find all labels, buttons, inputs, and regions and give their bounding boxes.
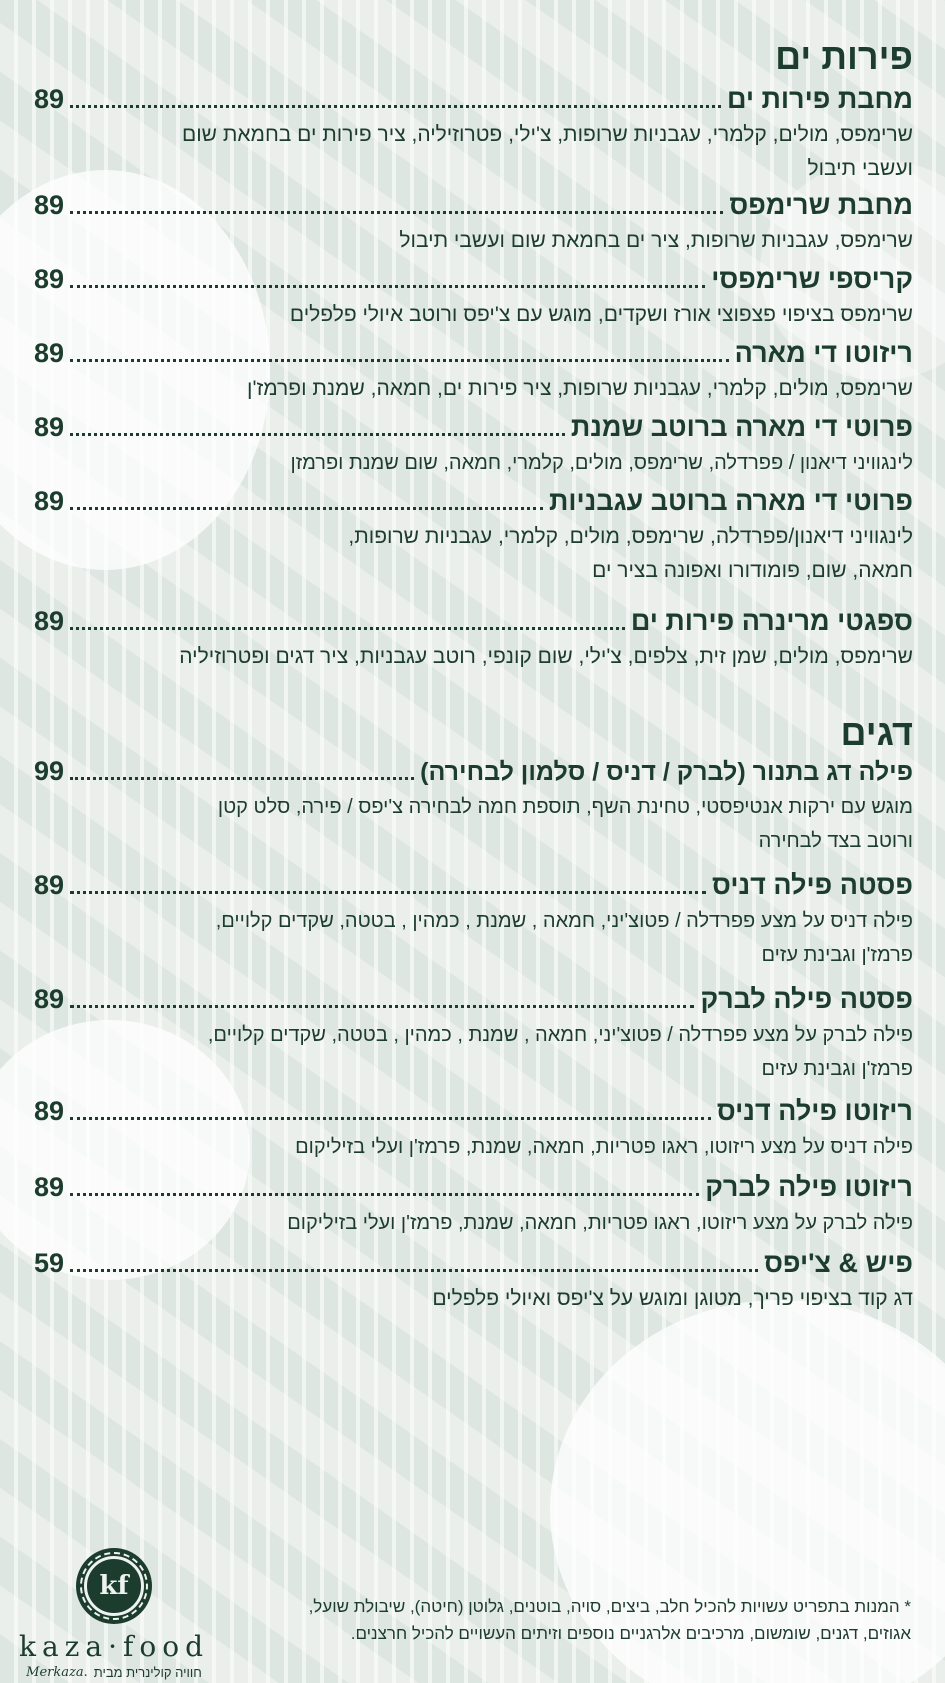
item-name: ריזוטו פילה דניס	[716, 1096, 913, 1126]
menu-item	[34, 1248, 913, 1316]
item-description: דג קוד בציפוי פריך, מטוגן ומוגש על צ'יפס ואיולי פלפלים	[432, 1287, 913, 1310]
item-price: 89	[34, 1096, 65, 1126]
section-title-fish: דגים	[840, 712, 913, 753]
item-description: מוגש עם ירקות אנטיפסטי, טחינת השף, תוספת חמה לבחירה צ'יפס / פירה, סלט קטן ורוטב בצד לבחירה	[217, 796, 913, 852]
item-price: 59	[34, 1248, 65, 1278]
item-name: פילה דג בתנור (לברק / דניס / סלמון לבחירה)	[420, 758, 913, 786]
brand-name: kaza·food	[18, 1630, 209, 1663]
item-name: פרוטי די מארה ברוטב עגבניות	[549, 486, 913, 516]
dot-leader	[70, 891, 706, 894]
dot-leader	[70, 627, 625, 630]
tagline-hebrew: חוויה קולינרית מבית	[93, 1665, 202, 1680]
dot-leader	[70, 285, 705, 288]
item-price: 99	[34, 756, 65, 786]
menu-item	[34, 84, 913, 186]
item-name: ריזוטו פילה לברק	[705, 1172, 913, 1202]
menu-item	[34, 486, 913, 588]
dot-leader	[70, 1117, 711, 1120]
item-price: 89	[34, 870, 65, 900]
menu-item	[34, 1096, 913, 1164]
item-price: 89	[34, 412, 65, 442]
item-description: פילה לברק על מצע ריזוטו, ראגו פטריות, חמאה, שמנת, פרמז'ן ועלי בזיליקום	[287, 1212, 913, 1234]
item-description: שרימפס בציפוי פצפוצי אורז ושקדים, מוגש עם צ'יפס ורוטב איולי פלפלים	[289, 303, 913, 326]
dot-leader	[70, 359, 729, 362]
item-price: 89	[34, 190, 65, 220]
item-price: 89	[34, 486, 65, 516]
dot-leader	[70, 105, 721, 108]
dot-leader	[70, 777, 414, 780]
item-description: שרימפס, מולים, שמן זית, צלפים, צ'ילי, שום קונפי, רוטב עגבניות, ציר דגים ופטרוזיליה	[179, 645, 913, 668]
dot-leader	[70, 433, 565, 436]
item-description: לינגוויני דיאנון/פפרדלה, שרימפס, מולים, קלמרי, עגבניות שרופות, חמאה, שום, פומודורו ואפונה בציר ים	[348, 525, 913, 582]
menu-item	[34, 606, 913, 674]
item-name: ספגטי מרינרה פירות ים	[630, 606, 913, 636]
item-name: ריזוטו די מארה	[734, 338, 913, 368]
item-name: פרוטי די מארה ברוטב שמנת	[570, 412, 913, 442]
dot-leader	[70, 1269, 758, 1272]
allergen-note-line: * המנות בתפריט עשויות להכיל חלב, ביצים, סויה, בוטנים, גלוטן (חיטה), שיבולת שועל,	[308, 1597, 911, 1616]
item-description: שרימפס, מולים, קלמרי, עגבניות שרופות, ציר פירות ים, חמאה, שמנת ופרמז'ן	[246, 377, 913, 400]
allergen-note-line: אגוזים, דגנים, שומשום, מרכיבים אלרגניים נוספים וזיתים העשויים להכיל חרצנים.	[350, 1624, 911, 1643]
item-name: מחבת פירות ים	[726, 84, 913, 114]
item-name: מחבת שרימפס	[729, 190, 913, 220]
item-description: פילה דניס על מצע פפרדלה / פטוצ'יני, חמאה , שמנת , כמהין , בטטה, שקדים קלויים, פרמז'ן וגבינת עזים	[215, 910, 913, 966]
item-description: שרימפס, מולים, קלמרי, עגבניות שרופות, צ'ילי, פטרוזיליה, ציר פירות ים בחמאת שום ועשבי תיבול	[181, 123, 913, 180]
item-description: שרימפס, עגבניות שרופות, ציר ים בחמאת שום ועשבי תיבול	[399, 229, 913, 252]
menu-item	[34, 984, 913, 1086]
item-description: פילה לברק על מצע פפרדלה / פטוצ'יני, חמאה , שמנת , כמהין , בטטה, שקדים קלויים, פרמז'ן וגבינת עזים	[207, 1024, 913, 1080]
menu-item	[34, 756, 913, 858]
dot-leader	[70, 1005, 694, 1008]
item-price: 89	[34, 1172, 65, 1202]
item-price: 89	[34, 606, 65, 636]
dot-leader	[70, 1193, 699, 1196]
menu-item	[34, 1172, 913, 1240]
item-price: 89	[34, 84, 65, 114]
item-price: 89	[34, 984, 65, 1014]
menu-item	[34, 190, 913, 258]
item-name: פסטה פילה לברק	[700, 984, 913, 1014]
menu-item	[34, 412, 913, 480]
tagline-latin: Merkaza.	[26, 1665, 88, 1680]
menu-item	[34, 870, 913, 972]
item-price: 89	[34, 338, 65, 368]
item-name: קריספי שרימפסי	[711, 264, 913, 294]
item-name: פיש & צ'יפס	[764, 1248, 913, 1278]
item-description: פילה דניס על מצע ריזוטו, ראגו פטריות, חמאה, שמנת, פרמז'ן ועלי בזיליקום	[295, 1136, 913, 1158]
allergen-note	[271, 1593, 911, 1647]
logo-monogram: kf	[84, 1556, 144, 1616]
dot-leader	[70, 211, 723, 214]
menu-item	[34, 338, 913, 406]
item-description: לינגוויני דיאנון / פפרדלה, שרימפס, מולים, קלמרי, חמאה, שום שמנת ופרמזן	[290, 452, 913, 474]
item-price: 89	[34, 264, 65, 294]
section-title-seafood: פירות ים	[775, 36, 913, 77]
item-name: פסטה פילה דניס	[712, 870, 913, 900]
dot-leader	[70, 507, 543, 510]
menu-item	[34, 264, 913, 332]
